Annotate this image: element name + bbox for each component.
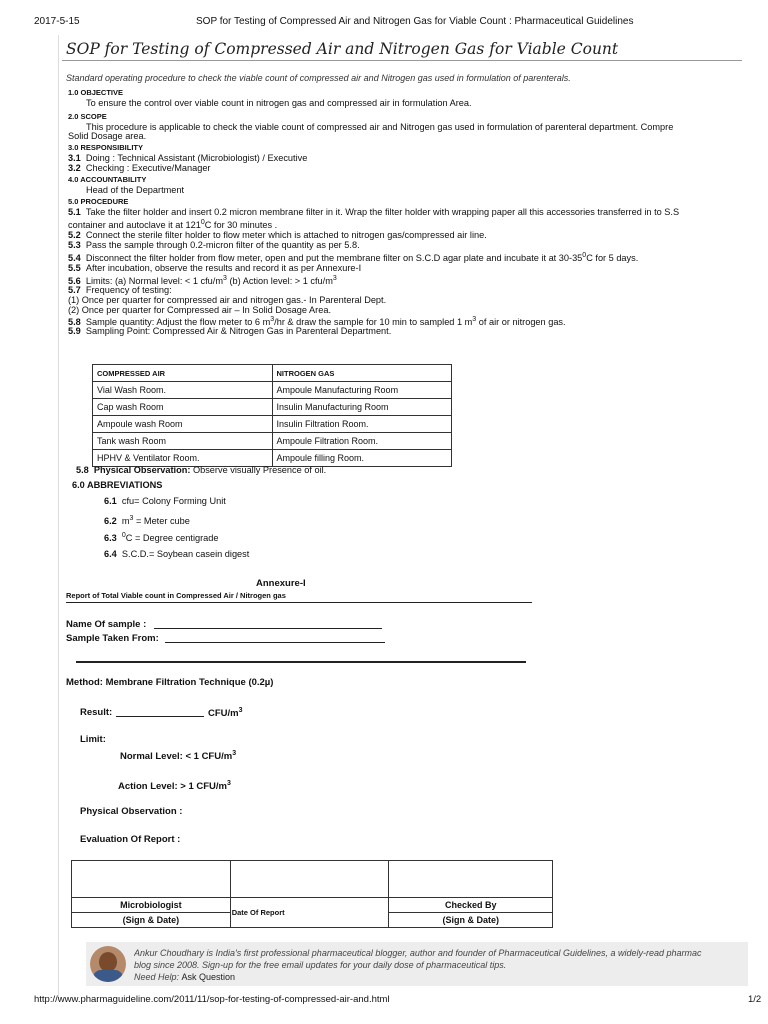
table-header: COMPRESSED AIR — [93, 365, 273, 382]
section-divider — [76, 661, 526, 663]
procedure-step-7: Frequency of testing: — [85, 285, 172, 295]
cube-sup: 3 — [238, 707, 243, 714]
item-number: 6.3 — [104, 533, 117, 544]
procedure-step-8b: /hr & draw the sample for 10 min to sampled 1 m — [274, 317, 473, 328]
abbreviation-cfu: cfu= Colony Forming Unit — [121, 496, 226, 506]
table-header-row — [93, 365, 452, 382]
item-number: 3.1 — [68, 153, 81, 163]
item-number: 5.5 — [68, 263, 81, 273]
abbreviation-m: m — [121, 516, 130, 527]
procedure-step-9: Sampling Point: Compressed Air & Nitrogen Gas in Parenteral Department. — [85, 326, 392, 336]
table-cell: Ampoule filling Room. — [272, 450, 452, 467]
procedure-step-6b: (b) Action level: > 1 cfu/m — [226, 276, 333, 287]
scope-text-2: Solid Dosage area. — [68, 131, 147, 141]
abbreviation-degree: C = Degree centigrade — [125, 533, 219, 544]
procedure-step-6: Limits: (a) Normal level: < 1 cfu/m — [85, 276, 223, 287]
scope-heading: 2.0 SCOPE — [68, 112, 107, 121]
page-url: http://www.pharmaguideline.com/2011/11/sop-for-testing-of-compressed-air-and.html — [34, 994, 390, 1005]
responsibility-doing: Doing : Technical Assistant (Microbiologist) / Executive — [85, 153, 308, 163]
checked-by-label: Checked By — [389, 898, 553, 913]
abbreviations-heading: 6.0 ABBREVIATIONS — [72, 480, 163, 490]
table-row — [93, 399, 452, 416]
procedure-step-3: Pass the sample through 0.2-micron filter of the quantity as per 5.8. — [85, 240, 360, 250]
procedure-step-4: Disconnect the filter holder from flow meter, open and put the membrane filter on S.C.D agar plate and incubate it at 30-35 — [85, 253, 583, 264]
table-header: NITROGEN GAS — [272, 365, 452, 382]
scope-text: This procedure is applicable to check the viable count of compressed air and Nitrogen gas used in formulation of parenteral department. Compre — [86, 122, 674, 132]
cube-sup: 3 — [472, 316, 477, 323]
physical-observation-label: Physical Observation: — [93, 465, 191, 475]
cube-sup: 3 — [129, 515, 134, 522]
physical-observation-text: Observe visually Presence of oil. — [190, 465, 327, 475]
intro-text: Standard operating procedure to check the viable count of compressed air and Nitrogen gas used in formulation of parenterals. — [66, 73, 571, 83]
procedure-step-1c: C for 30 minutes . — [204, 220, 278, 231]
date-of-report-label: Date Of Report — [230, 898, 389, 928]
objective-text: To ensure the control over viable count in nitrogen gas and compressed air in formulation Area. — [86, 98, 472, 108]
objective-heading: 1.0 OBJECTIVE — [68, 88, 124, 97]
table-row — [93, 450, 452, 467]
accountability-heading: 4.0 ACCOUNTABILITY — [68, 175, 147, 184]
signature-blank-row — [72, 861, 553, 898]
item-number: 5.1 — [68, 207, 81, 217]
procedure-step-1: Take the filter holder and insert 0.2 micron membrane filter in it. Wrap the filter holder with wrapping paper all this accessories transferred in to S.S — [85, 207, 680, 217]
sample-taken-from-field[interactable] — [165, 642, 385, 643]
signature-box-date[interactable] — [230, 861, 389, 898]
microbiologist-label: Microbiologist — [72, 898, 231, 913]
annexure-subtitle: Report of Total Viable count in Compressed Air / Nitrogen gas — [66, 591, 286, 600]
signature-box-microbiologist[interactable] — [72, 861, 231, 898]
table-cell: Cap wash Room — [93, 399, 273, 416]
signature-box-checked[interactable] — [389, 861, 553, 898]
frequency-item-2: (2) Once per quarter for Compressed air – In Solid Dosage Area. — [68, 305, 331, 315]
sample-taken-from-label: Sample Taken From: — [66, 633, 159, 644]
item-number: 5.7 — [68, 285, 81, 295]
table-row — [93, 416, 452, 433]
abbreviation-scd: S.C.D.= Soybean casein digest — [121, 549, 250, 559]
table-cell: Ampoule wash Room — [93, 416, 273, 433]
ask-question-link[interactable]: Ask Question — [181, 972, 236, 982]
subtitle-underline — [66, 602, 532, 603]
item-number: 5.4 — [68, 253, 81, 264]
table-row — [93, 382, 452, 399]
item-number: 5.8 — [76, 465, 89, 475]
procedure-heading: 5.0 PROCEDURE — [68, 197, 129, 206]
responsibility-heading: 3.0 RESPONSIBILITY — [68, 143, 144, 152]
limit-label: Limit: — [80, 734, 106, 745]
table-row — [93, 433, 452, 450]
normal-level-text: Normal Level: < 1 CFU/m — [120, 751, 233, 763]
accountability-text: Head of the Department — [86, 185, 185, 195]
item-number: 6.1 — [104, 496, 117, 506]
signature-table — [71, 860, 553, 928]
document-title: SOP for Testing of Compressed Air and Nitrogen Gas for Viable Count — [66, 40, 619, 58]
avatar — [90, 946, 126, 982]
item-number: 6.2 — [104, 516, 117, 527]
physical-observation-field-label: Physical Observation : — [80, 806, 183, 817]
procedure-step-5: After incubation, observe the results and record it as per Annexure-I — [85, 263, 362, 273]
procedure-step-1b: container and autoclave it at 121 — [68, 220, 201, 231]
cube-sup: 3 — [270, 316, 275, 323]
degree-sup: 0 — [582, 252, 587, 259]
name-of-sample-label: Name Of sample : — [66, 619, 147, 630]
table-cell: Insulin Manufacturing Room — [272, 399, 452, 416]
cube-sup: 3 — [232, 750, 237, 757]
table-cell: HPHV & Ventilator Room. — [93, 450, 273, 467]
print-title: SOP for Testing of Compressed Air and Nitrogen Gas for Viable Count : Pharmaceutical Guidelines — [196, 16, 634, 27]
item-number: 5.9 — [68, 326, 81, 336]
cube-sup: 3 — [332, 275, 337, 282]
signature-label-row — [72, 898, 553, 913]
procedure-step-4b: C for 5 days. — [586, 253, 639, 264]
procedure-step-8: Sample quantity: Adjust the flow meter to 6 m — [85, 317, 271, 328]
result-unit: CFU/m — [208, 708, 239, 720]
print-date: 2017-5-15 — [34, 16, 80, 27]
table-cell: Tank wash Room — [93, 433, 273, 450]
item-number: 3.2 — [68, 163, 81, 173]
table-cell: Ampoule Manufacturing Room — [272, 382, 452, 399]
item-number: 5.2 — [68, 230, 81, 240]
result-field[interactable] — [116, 716, 204, 717]
name-of-sample-field[interactable] — [154, 628, 382, 629]
action-level-text: Action Level: > 1 CFU/m — [118, 781, 228, 793]
annexure-title: Annexure-I — [256, 578, 306, 589]
author-bio: Ankur Choudhary is India's first professional pharmaceutical blogger, author and founder of Pharmaceutical Guidelines, a widely-read pharmac — [134, 948, 702, 958]
item-number: 5.8 — [68, 317, 81, 328]
degree-sup: 0 — [121, 532, 126, 539]
title-divider — [62, 60, 742, 61]
procedure-step-2: Connect the sterile filter holder to flow meter which is attached to nitrogen gas/compressed air line. — [85, 230, 487, 240]
table-cell: Ampoule Filtration Room. — [272, 433, 452, 450]
microbiologist-sign-date: (Sign & Date) — [72, 913, 231, 928]
abbreviation-m3: = Meter cube — [133, 516, 190, 527]
evaluation-label: Evaluation Of Report : — [80, 834, 181, 845]
checked-by-sign-date: (Sign & Date) — [389, 913, 553, 928]
procedure-step-8c: of air or nitrogen gas. — [476, 317, 566, 328]
table-cell: Vial Wash Room. — [93, 382, 273, 399]
item-number: 5.6 — [68, 276, 81, 287]
degree-sup: 0 — [200, 219, 205, 226]
page-number: 1/2 — [748, 994, 762, 1005]
item-number: 5.3 — [68, 240, 81, 250]
responsibility-checking: Checking : Executive/Manager — [85, 163, 211, 173]
need-help-label: Need Help: — [134, 972, 182, 982]
cube-sup: 3 — [227, 780, 231, 787]
item-number: 6.4 — [104, 549, 117, 559]
table-cell: Insulin Filtration Room. — [272, 416, 452, 433]
result-label: Result: — [80, 707, 113, 718]
frequency-item-1: (1) Once per quarter for compressed air and nitrogen gas.- In Parenteral Dept. — [68, 295, 387, 305]
sampling-table — [92, 364, 452, 467]
cube-sup: 3 — [222, 275, 227, 282]
author-signup[interactable]: blog since 2008. Sign-up for the free email updates for your daily dose of pharmaceutical tips. — [134, 960, 507, 970]
method-text: Method: Membrane Filtration Technique (0.2µ) — [66, 677, 274, 688]
